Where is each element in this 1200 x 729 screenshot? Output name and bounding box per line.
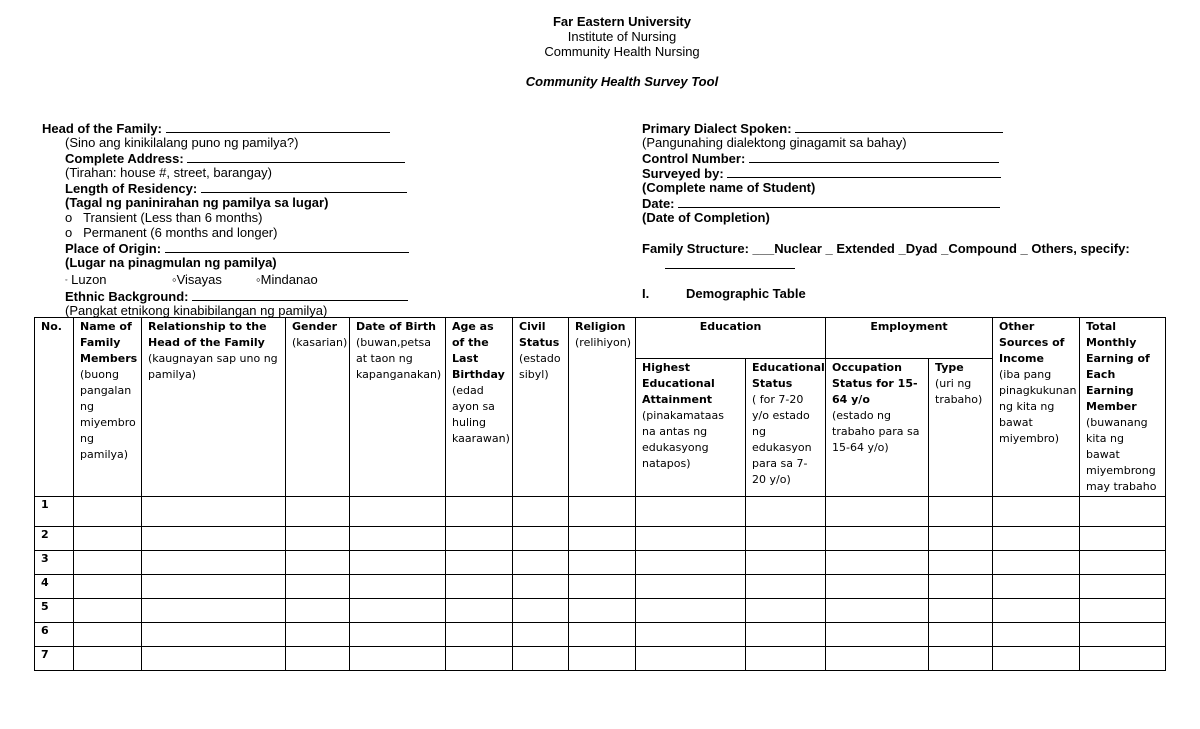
surveyed-by-hint: (Complete name of Student)	[642, 180, 816, 195]
table-cell[interactable]	[350, 575, 446, 599]
origin-option-luzon[interactable]: ◦ Luzon	[65, 272, 107, 287]
table-cell[interactable]	[1080, 647, 1166, 671]
table-cell[interactable]	[746, 551, 826, 575]
table-cell[interactable]	[636, 647, 746, 671]
department-name: Community Health Nursing	[544, 44, 700, 59]
control-number-field[interactable]	[642, 150, 999, 166]
table-cell[interactable]	[636, 551, 746, 575]
table-cell[interactable]	[826, 527, 929, 551]
table-cell[interactable]	[286, 647, 350, 671]
table-cell[interactable]	[142, 575, 286, 599]
section-title: Demographic Table	[686, 286, 806, 301]
table-cell[interactable]	[513, 575, 569, 599]
control-number-label: Control Number:	[642, 151, 746, 166]
table-row	[35, 527, 1166, 551]
table-cell[interactable]	[142, 497, 286, 527]
table-cell[interactable]	[286, 551, 350, 575]
section-number: I.	[642, 286, 650, 301]
row-number: 4	[35, 575, 74, 599]
col-no-header: No.	[35, 318, 74, 497]
table-cell[interactable]	[74, 623, 142, 647]
table-cell[interactable]	[929, 647, 993, 671]
residency-hint: (Tagal ng paninirahan ng pamilya sa lugar)	[65, 195, 329, 210]
col-dob-header: Date of Birth (buwan,petsa at taon ng kapanganakan)	[350, 318, 446, 497]
table-cell[interactable]	[286, 599, 350, 623]
table-header-row	[35, 318, 1166, 359]
form-title: Community Health Survey Tool	[525, 74, 719, 89]
origin-label: Place of Origin:	[65, 241, 162, 256]
residency-option-transient[interactable]: o Transient (Less than 6 months)	[65, 210, 263, 225]
table-cell[interactable]	[446, 497, 513, 527]
table-cell[interactable]	[350, 497, 446, 527]
col-gender-header: Gender (kasarian)	[286, 318, 350, 497]
table-cell[interactable]	[1080, 551, 1166, 575]
col-highest-attainment-header: Highest Educational Attainment (pinakamataas na antas ng edukasyong natapos)	[636, 359, 746, 497]
date-label: Date:	[642, 196, 675, 211]
table-cell[interactable]	[74, 527, 142, 551]
table-cell[interactable]	[826, 623, 929, 647]
table-cell[interactable]	[929, 551, 993, 575]
table-cell[interactable]	[446, 647, 513, 671]
row-number: 2	[35, 527, 74, 551]
table-cell[interactable]	[1080, 497, 1166, 527]
col-relationship-header: Relationship to the Head of the Family (kaugnayan sap uno ng pamilya)	[142, 318, 286, 497]
table-cell[interactable]	[350, 623, 446, 647]
table-cell[interactable]	[513, 647, 569, 671]
ethnic-label: Ethnic Background:	[65, 289, 189, 304]
small-circle-icon: ◦	[256, 272, 261, 287]
table-cell[interactable]	[74, 497, 142, 527]
ethnic-hint: (Pangkat etnikong kinabibilangan ng pamilya)	[65, 303, 328, 318]
demographic-table	[34, 317, 1166, 671]
ethnic-blank[interactable]	[192, 288, 408, 301]
table-cell[interactable]	[1080, 527, 1166, 551]
table-cell[interactable]	[636, 527, 746, 551]
table-row	[35, 599, 1166, 623]
table-cell[interactable]	[142, 551, 286, 575]
table-row	[35, 647, 1166, 671]
address-blank[interactable]	[187, 150, 405, 163]
table-cell[interactable]	[142, 647, 286, 671]
table-cell[interactable]	[350, 647, 446, 671]
table-cell[interactable]	[746, 575, 826, 599]
table-cell[interactable]	[636, 497, 746, 527]
table-cell[interactable]	[1080, 599, 1166, 623]
table-cell[interactable]	[1080, 623, 1166, 647]
small-circle-icon: ◦	[172, 272, 177, 287]
table-cell[interactable]	[993, 623, 1080, 647]
table-cell[interactable]	[569, 551, 636, 575]
table-cell[interactable]	[569, 647, 636, 671]
col-occupation-header: Occupation Status for 15-64 y/o (estado ng trabaho para sa 15-64 y/o)	[826, 359, 929, 497]
table-cell[interactable]	[826, 599, 929, 623]
date-blank[interactable]	[678, 195, 1000, 208]
table-cell[interactable]	[636, 599, 746, 623]
origin-field[interactable]	[65, 240, 409, 256]
institute-name: Institute of Nursing	[567, 29, 677, 44]
table-cell[interactable]	[746, 527, 826, 551]
table-cell[interactable]	[446, 623, 513, 647]
employment-group-header: Employment	[826, 318, 993, 359]
table-cell[interactable]	[446, 575, 513, 599]
table-cell[interactable]	[993, 575, 1080, 599]
residency-blank[interactable]	[201, 180, 407, 193]
col-type-header: Type (uri ng trabaho)	[929, 359, 993, 497]
family-structure-text: Family Structure: ___Nuclear _ Extended _Dyad _Compound _ Others, specify:	[642, 241, 1130, 256]
table-cell[interactable]	[286, 527, 350, 551]
row-number: 1	[35, 497, 74, 527]
table-cell[interactable]	[746, 623, 826, 647]
table-cell[interactable]	[513, 497, 569, 527]
table-cell[interactable]	[446, 551, 513, 575]
table-cell[interactable]	[746, 497, 826, 527]
dialect-label: Primary Dialect Spoken:	[642, 121, 792, 136]
col-name-header: Name of Family Members (buong pangalan ng miyembro ng pamilya)	[74, 318, 142, 497]
col-other-income-header: Other Sources of Income (iba pang pinagkukunan ng kita ng bawat miyembro)	[993, 318, 1080, 497]
table-cell[interactable]	[350, 551, 446, 575]
residency-field[interactable]	[65, 180, 407, 196]
address-field[interactable]	[65, 150, 405, 166]
table-cell[interactable]	[746, 647, 826, 671]
table-cell[interactable]	[74, 551, 142, 575]
table-cell[interactable]	[513, 551, 569, 575]
table-cell[interactable]	[286, 575, 350, 599]
residency-label: Length of Residency:	[65, 181, 198, 196]
address-hint: (Tirahan: house #, street, barangay)	[65, 165, 272, 180]
table-cell[interactable]	[286, 497, 350, 527]
table-cell[interactable]	[569, 575, 636, 599]
ethnic-field[interactable]	[65, 288, 408, 304]
col-age-header: Age as of the Last Birthday (edad ayon sa huling kaarawan)	[446, 318, 513, 497]
surveyed-by-label: Surveyed by:	[642, 166, 724, 181]
origin-hint: (Lugar na pinagmulan ng pamilya)	[65, 255, 277, 270]
table-cell[interactable]	[142, 599, 286, 623]
head-of-family-blank[interactable]	[166, 120, 390, 133]
table-cell[interactable]	[993, 599, 1080, 623]
university-name: Far Eastern University	[552, 14, 691, 29]
date-hint: (Date of Completion)	[642, 210, 770, 225]
head-of-family-hint: (Sino ang kinikilalang puno ng pamilya?)	[65, 135, 299, 150]
table-cell[interactable]	[929, 599, 993, 623]
table-cell[interactable]	[74, 599, 142, 623]
table-cell[interactable]	[142, 623, 286, 647]
surveyed-by-blank[interactable]	[727, 165, 1001, 178]
table-cell[interactable]	[286, 623, 350, 647]
table-cell[interactable]	[569, 527, 636, 551]
table-cell[interactable]	[746, 599, 826, 623]
table-row	[35, 575, 1166, 599]
origin-option-mindanao[interactable]: ◦Mindanao	[256, 272, 318, 287]
residency-option-permanent[interactable]: o Permanent (6 months and longer)	[65, 225, 278, 240]
table-cell[interactable]	[513, 623, 569, 647]
col-educational-status-header: Educational Status ( for 7-20 y/o estado ng edukasyon para sa 7-20 y/o)	[746, 359, 826, 497]
table-cell[interactable]	[74, 647, 142, 671]
table-cell[interactable]	[993, 551, 1080, 575]
table-cell[interactable]	[929, 623, 993, 647]
table-cell[interactable]	[569, 623, 636, 647]
table-cell[interactable]	[993, 497, 1080, 527]
table-cell[interactable]	[993, 527, 1080, 551]
option-bullet-icon: o	[65, 210, 73, 225]
table-cell[interactable]	[74, 575, 142, 599]
dialect-blank[interactable]	[795, 120, 1003, 133]
table-cell[interactable]	[350, 599, 446, 623]
row-number: 6	[35, 623, 74, 647]
col-religion-header: Religion (relihiyon)	[569, 318, 636, 497]
head-of-family-label: Head of the Family:	[42, 121, 162, 136]
table-row	[35, 551, 1166, 575]
address-label: Complete Address:	[65, 151, 184, 166]
head-of-family-field[interactable]	[42, 120, 390, 136]
table-cell[interactable]	[142, 527, 286, 551]
table-cell[interactable]	[636, 623, 746, 647]
dialect-field[interactable]	[642, 120, 1003, 136]
table-cell[interactable]	[350, 527, 446, 551]
table-cell[interactable]	[826, 647, 929, 671]
table-cell[interactable]	[993, 647, 1080, 671]
option-bullet-icon: o	[65, 225, 73, 240]
small-circle-icon: ◦	[65, 277, 68, 285]
family-structure-specify-blank[interactable]	[665, 268, 795, 269]
table-cell[interactable]	[636, 575, 746, 599]
table-row	[35, 497, 1166, 527]
table-row	[35, 623, 1166, 647]
origin-option-visayas[interactable]: ◦Visayas	[172, 272, 222, 287]
table-cell[interactable]	[446, 527, 513, 551]
table-cell[interactable]	[929, 575, 993, 599]
table-cell[interactable]	[569, 497, 636, 527]
education-group-header: Education	[636, 318, 826, 359]
col-total-earning-header: Total Monthly Earning of Each Earning Member (buwanang kita ng bawat miyembrong may trabaho	[1080, 318, 1166, 497]
table-cell[interactable]	[929, 497, 993, 527]
table-cell[interactable]	[446, 599, 513, 623]
col-civil-status-header: Civil Status (estado sibyl)	[513, 318, 569, 497]
table-cell[interactable]	[513, 527, 569, 551]
origin-blank[interactable]	[165, 240, 409, 253]
row-number: 3	[35, 551, 74, 575]
table-cell[interactable]	[569, 599, 636, 623]
table-cell[interactable]	[1080, 575, 1166, 599]
table-cell[interactable]	[929, 527, 993, 551]
table-cell[interactable]	[826, 497, 929, 527]
table-cell[interactable]	[826, 575, 929, 599]
control-number-blank[interactable]	[749, 150, 999, 163]
dialect-hint: (Pangunahing dialektong ginagamit sa bahay)	[642, 135, 907, 150]
date-field[interactable]	[642, 195, 1000, 211]
table-cell[interactable]	[513, 599, 569, 623]
table-cell[interactable]	[826, 551, 929, 575]
surveyed-by-field[interactable]	[642, 165, 1001, 181]
row-number: 7	[35, 647, 74, 671]
row-number: 5	[35, 599, 74, 623]
